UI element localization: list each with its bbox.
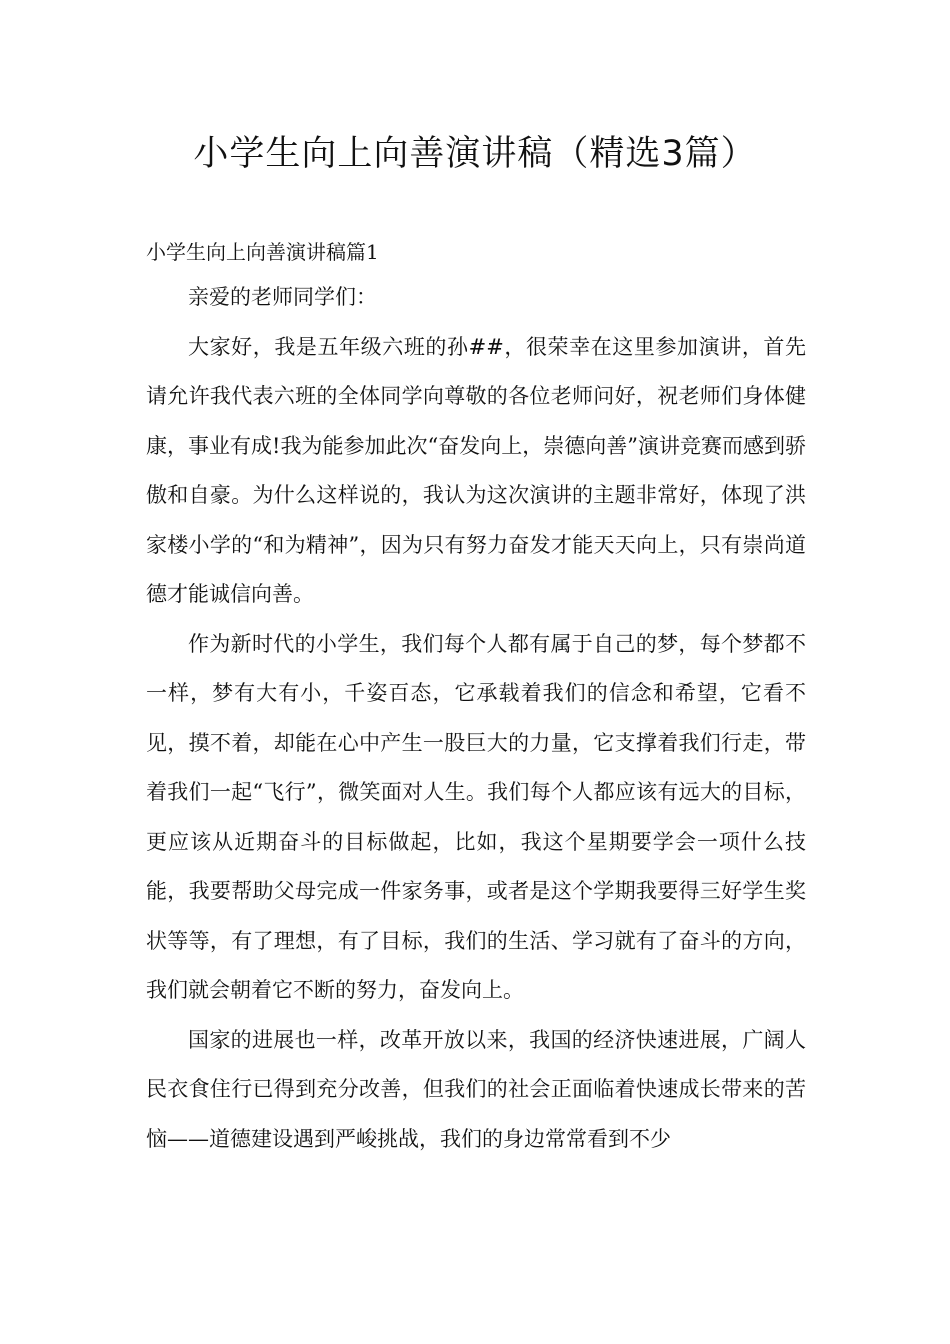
paragraph-3: 国家的进展也一样，改革开放以来，我国的经济快速进展，广阔人民衣食住行已得到充分改善，但我们的社会正面临着快速成长带来的苦恼——道德建设遇到严峻挑战，我们的身边常常看到不少 (146, 1027, 806, 1151)
document-body (146, 232, 806, 1164)
greeting-line: 亲爱的老师同学们： (188, 285, 377, 309)
paragraph-2: 作为新时代的小学生，我们每个人都有属于自己的梦，每个梦都不一样，梦有大有小，千姿百态，它承载着我们的信念和希望，它看不见，摸不着，却能在心中产生一股巨大的力量，它支撑着我们行走，带着我们一起“飞行”，微笑面对人生。我们每个人都应该有远大的目标，更应该从近期奋斗的目标做起，比如，我这个星期要学会一项什么技能，我要帮助父母完成一件家务事，或者是这个学期我要得三好学生奖状等等，有了理想，有了目标，我们的生活、学习就有了奋斗的方向，我们就会朝着它不断的努力，奋发向上。 (146, 631, 806, 1002)
paragraph-1: 大家好，我是五年级六班的孙##，很荣幸在这里参加演讲，首先请允许我代表六班的全体同学向尊敬的各位老师问好，祝老师们身体健康，事业有成!我为能参加此次“奋发向上，崇德向善”演讲竞赛而感到骄傲和自豪。为什么这样说的，我认为这次演讲的主题非常好，体现了洪家楼小学的“和为精神”，因为只有努力奋发才能天天向上，只有崇尚道德才能诚信向善。 (146, 334, 806, 606)
document-title: 小学生向上向善演讲稿（精选3篇） (193, 134, 757, 174)
section-heading: 小学生向上向善演讲稿篇1 (146, 240, 379, 264)
